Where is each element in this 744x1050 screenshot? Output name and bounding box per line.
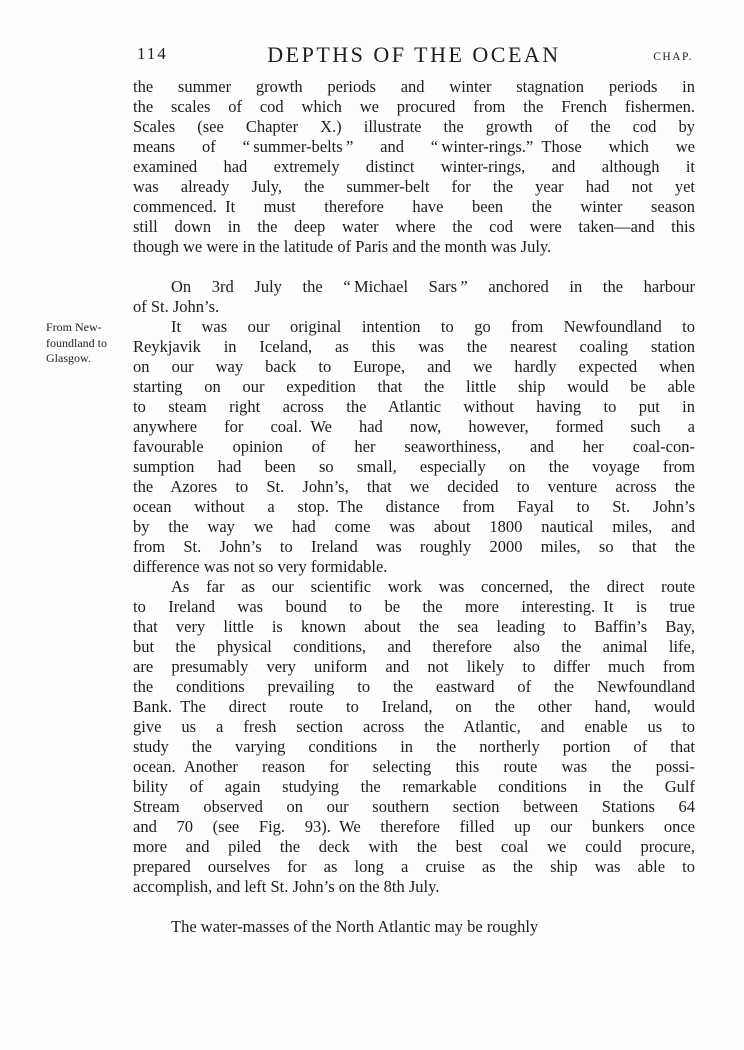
text-line: Scales (see Chapter X.) illustrate the growth of the cod by (133, 117, 695, 136)
text-line: are presumably very uniform and not likely to differ much from (133, 657, 695, 676)
text-line: starting on our expedition that the little ship would be able (133, 377, 695, 396)
text-line: that very little is known about the sea leading to Baffin’s Bay, (133, 617, 695, 636)
margin-note-line: From New- (46, 320, 102, 334)
text-line: more and piled the deck with the best coal we could procure, (133, 837, 695, 856)
page-header (133, 42, 695, 66)
text-line: on our way back to Europe, and we hardly expected when (133, 357, 695, 376)
text-line: give us a fresh section across the Atlantic, and enable us to (133, 717, 695, 736)
text-line: by the way we had come was about 1800 nautical miles, and (133, 517, 695, 536)
text-line: Reykjavik in Iceland, as this was the nearest coaling station (133, 337, 695, 356)
text-line: It was our original intention to go from Newfoundland to (171, 317, 695, 336)
page-number: 114 (137, 44, 168, 63)
paragraph (133, 577, 695, 897)
text-line: was already July, the summer-belt for the year had not yet (133, 177, 695, 196)
text-line: and 70 (see Fig. 93). We therefore filled up our bunkers once (133, 817, 695, 836)
text-line: though we were in the latitude of Paris and the month was July. (133, 237, 552, 256)
text-line: the Azores to St. John’s, that we decided to venture across the (133, 477, 695, 496)
text-line: the summer growth periods and winter stagnation periods in (133, 77, 695, 96)
text-line: sumption had been so small, especially on the voyage from (133, 457, 695, 476)
text-line: still down in the deep water where the cod were taken—and this (133, 217, 695, 236)
chapter-abbrev: CHAP. (653, 51, 693, 63)
text-line: commenced. It must therefore have been the winter season (133, 197, 695, 216)
paragraph (133, 317, 695, 577)
text-line: bility of again studying the remarkable conditions in the Gulf (133, 777, 695, 796)
text-line: Bank. The direct route to Ireland, on the other hand, would (133, 697, 695, 716)
paragraph (133, 77, 695, 257)
margin-note-line: foundland to (46, 335, 107, 350)
text-line: Stream observed on our southern section between Stations 64 (133, 797, 695, 816)
text-line: examined had extremely distinct winter-rings, and although it (133, 157, 695, 176)
text-line: accomplish, and left St. John’s on the 8th July. (133, 877, 440, 896)
text-line: ocean without a stop. The distance from Fayal to St. John’s (133, 497, 695, 516)
text-line: of St. John’s. (133, 297, 220, 316)
text-line: study the varying conditions in the northerly portion of that (133, 737, 695, 756)
text-line: ocean. Another reason for selecting this route was the possi- (133, 757, 695, 776)
margin-note (46, 320, 132, 367)
text-line: means of “ summer-belts ” and “ winter-rings.” Those which we (133, 137, 695, 156)
text-line: On 3rd July the “ Michael Sars ” anchored in the harbour (171, 277, 695, 296)
body-text (133, 77, 695, 937)
text-line: to steam right across the Atlantic without having to put in (133, 397, 695, 416)
text-line: the scales of cod which we procured from the French fishermen. (133, 97, 695, 116)
running-title: DEPTHS OF THE OCEAN (267, 42, 561, 67)
text-line: from St. John’s to Ireland was roughly 2000 miles, so that the (133, 537, 695, 556)
paragraph (133, 917, 695, 937)
text-line: The water-masses of the North Atlantic may be roughly (171, 917, 539, 936)
text-line: but the physical conditions, and therefore also the animal life, (133, 637, 695, 656)
text-line: favourable opinion of her seaworthiness, and her coal-con- (133, 437, 695, 456)
text-line: difference was not so very formidable. (133, 557, 388, 576)
margin-note-line: Glasgow. (46, 351, 91, 365)
paragraph (133, 277, 695, 317)
text-line: As far as our scientific work was concerned, the direct route (171, 577, 695, 596)
text-line: the conditions prevailing to the eastward of the Newfoundland (133, 677, 695, 696)
text-line: to Ireland was bound to be the more interesting. It is true (133, 597, 695, 616)
text-line: prepared ourselves for as long a cruise as the ship was able to (133, 857, 695, 876)
text-line: anywhere for coal. We had now, however, formed such a (133, 417, 695, 436)
